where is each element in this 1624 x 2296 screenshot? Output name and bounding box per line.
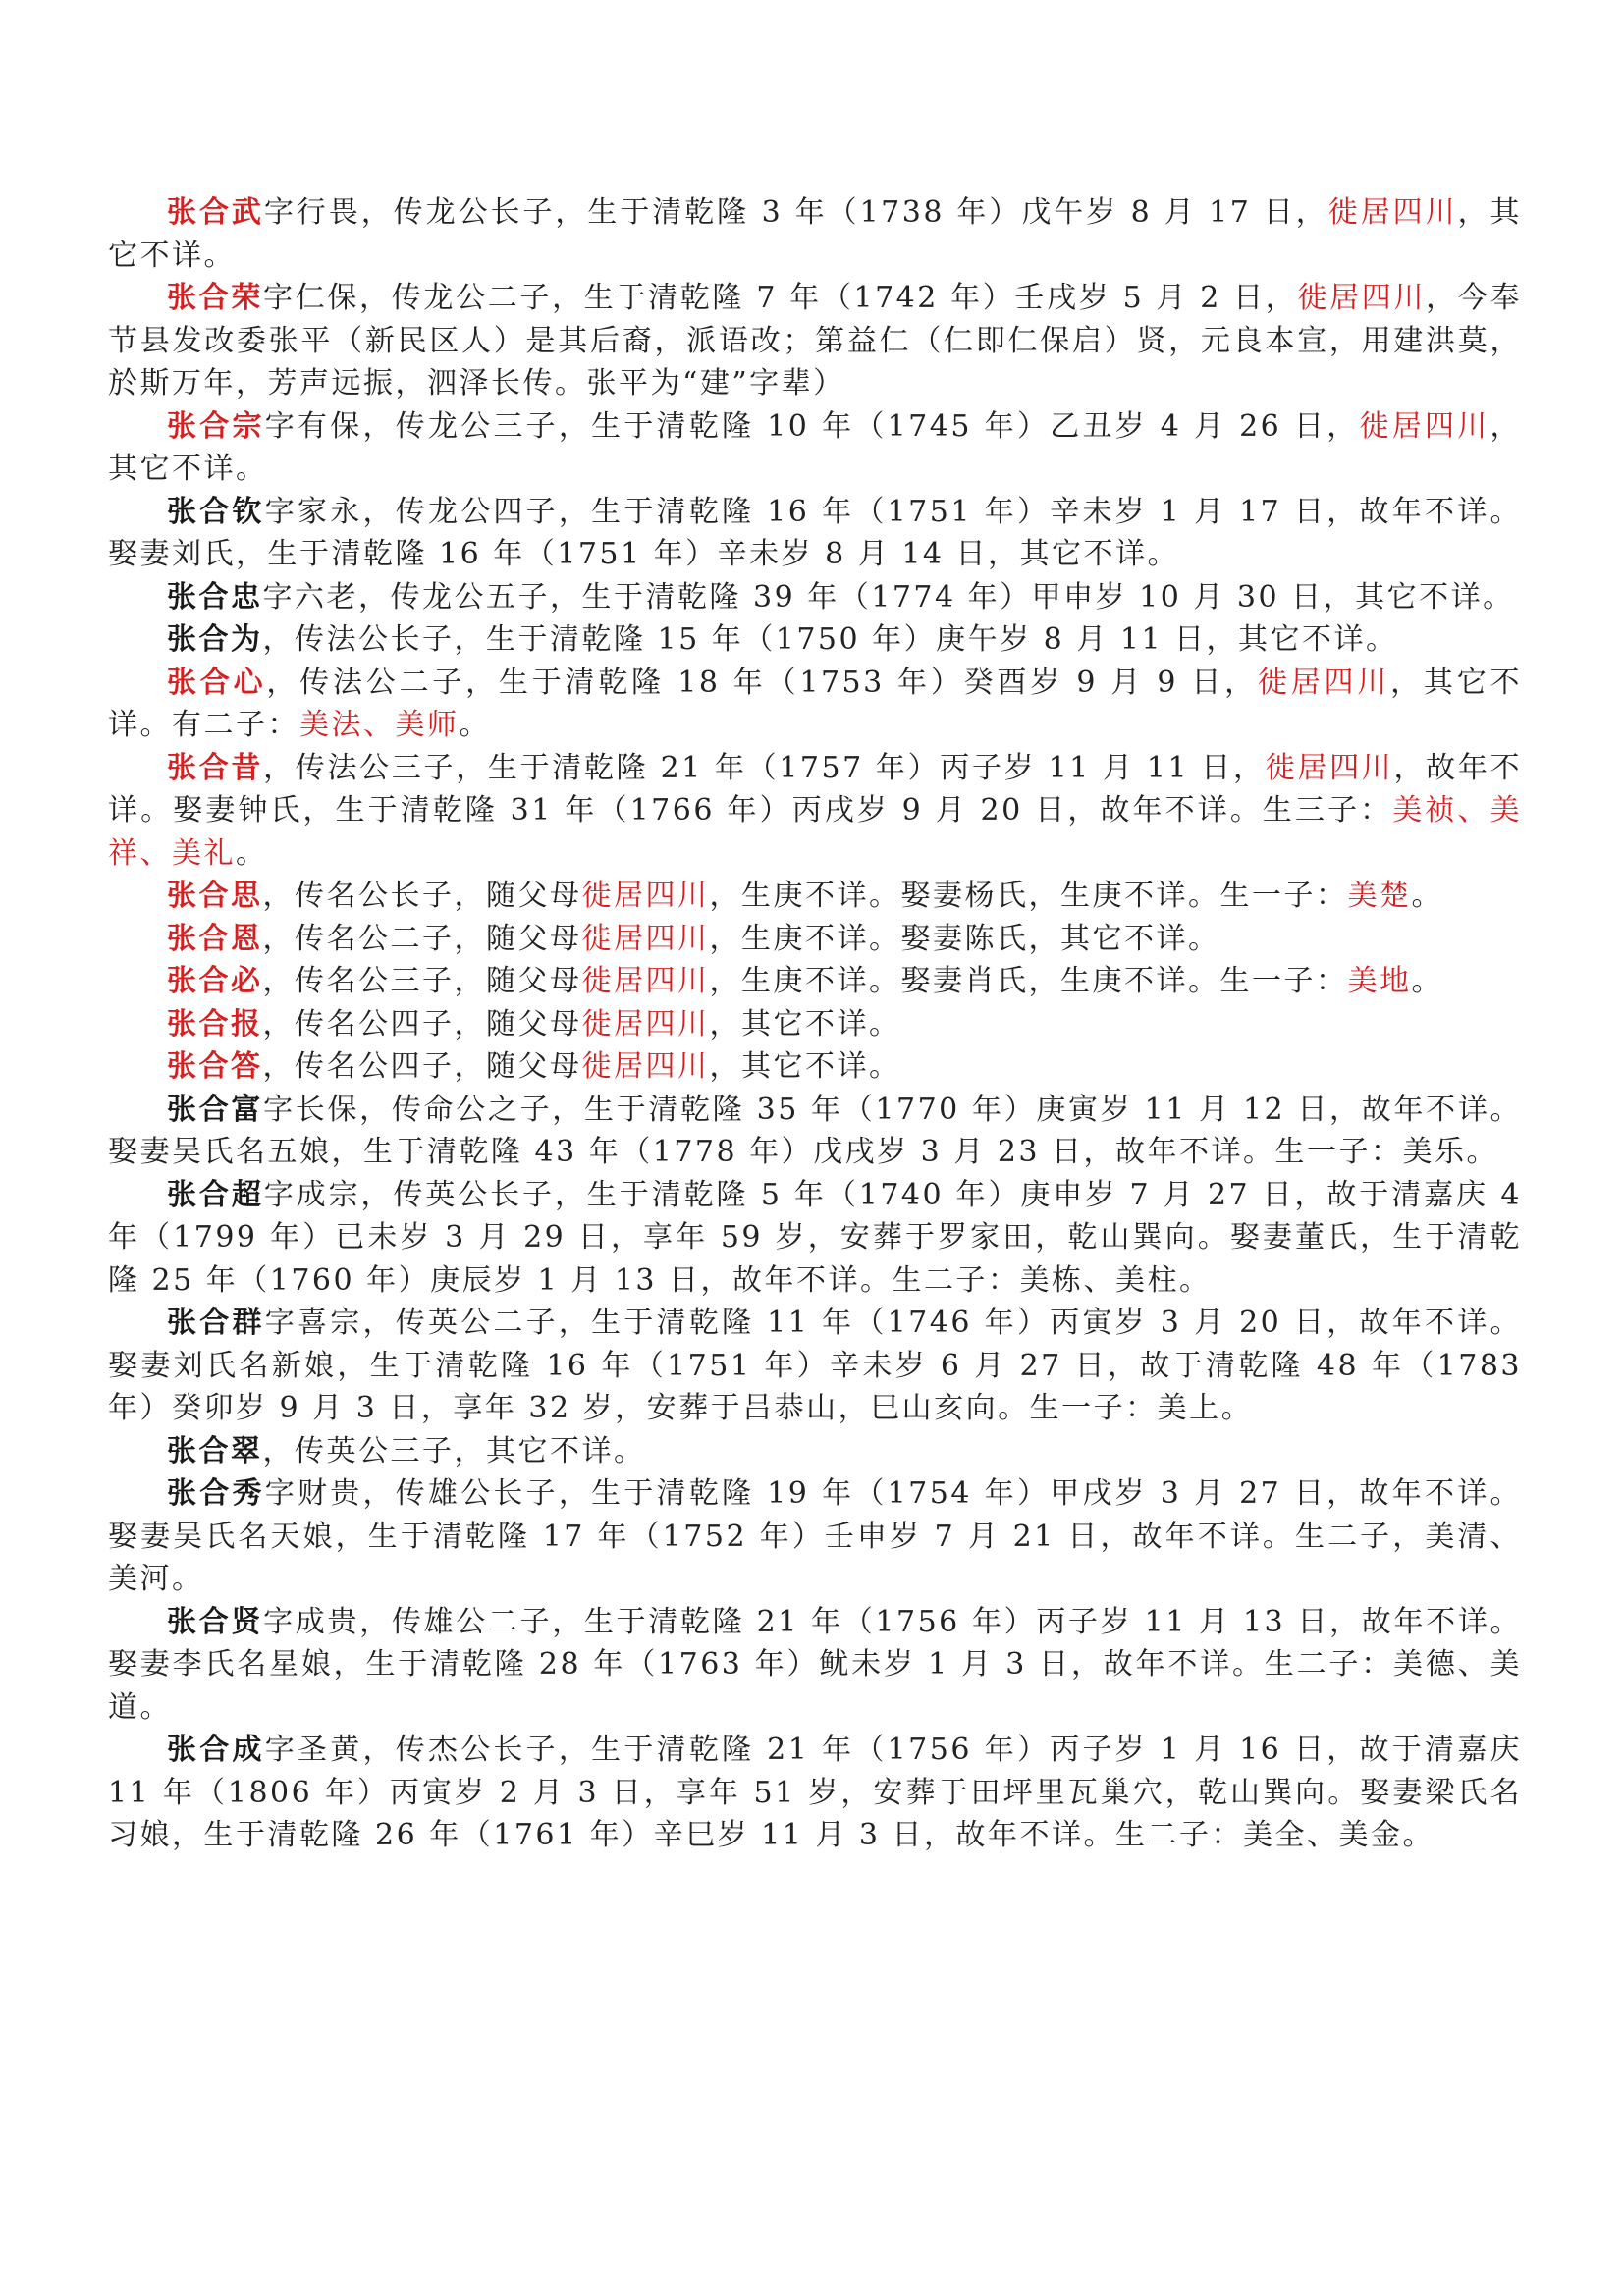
- entry-text: ，传法公长子，生于清乾隆 15 年（1750 年）庚午岁 8 月 11 日，其它不详。: [262, 622, 1398, 657]
- entry-text: 字六老，传龙公五子，生于清乾隆 39 年（1774 年）甲申岁 10 月 30 日，其它不详。: [262, 579, 1515, 614]
- highlighted-text: 徙居四川: [581, 879, 710, 913]
- person-name: 张合答: [167, 1049, 263, 1084]
- entry-text: ，传英公三子，其它不详。: [262, 1433, 646, 1468]
- genealogy-entry: [108, 191, 1522, 277]
- genealogy-entry: [108, 491, 1522, 576]
- person-name: 张合昔: [167, 750, 264, 785]
- highlighted-text: 美地: [1347, 964, 1412, 998]
- highlighted-text: 徙居四川: [1297, 281, 1427, 315]
- highlighted-text: 徙居四川: [581, 1006, 710, 1041]
- person-name: 张合恩: [167, 921, 263, 956]
- entry-text: 字成宗，传英公长子，生于清乾隆 5 年（1740 年）庚申岁 7 月 27 日，故于清嘉庆 4 年（1799 年）已未岁 3 月 29 日，享年 59 岁，安葬于罗家田，乾山巽向。娶妻董氏，生于清乾隆 25 年（1760 年）庚辰岁 1 月 13 日，故年不详。生二子：美栋、美柱。: [108, 1177, 1523, 1298]
- entry-text: ，生庚不详。娶妻陈氏，其它不详。: [709, 921, 1220, 956]
- entry-text: ，传法公三子，生于清乾隆 21 年（1757 年）丙子岁 11 月 11 日，: [263, 750, 1266, 785]
- highlighted-text: 徙居四川: [581, 921, 710, 956]
- genealogy-entry: [108, 662, 1522, 747]
- entry-text: 字仁保，传龙公二子，生于清乾隆 7 年（1742 年）壬戌岁 5 月 2 日，: [263, 281, 1298, 315]
- genealogy-entry: [108, 1302, 1522, 1430]
- highlighted-text: 徙居四川: [581, 964, 710, 998]
- person-name: 张合忠: [167, 579, 263, 614]
- entry-text: 字长保，传命公之子，生于清乾隆 35 年（1770 年）庚寅岁 11 月 12 日，故年不详。娶妻吴氏名五娘，生于清乾隆 43 年（1778 年）戊戌岁 3 月 23 日，故年不详。生一子：美乐。: [108, 1092, 1523, 1169]
- entry-text: 字成贵，传雄公二子，生于清乾隆 21 年（1756 年）丙子岁 11 月 13 日，故年不详。娶妻李氏名星娘，生于清乾隆 28 年（1763 年）鱿未岁 1 月 3 日，故年不详。生二子：美德、美道。: [108, 1604, 1523, 1725]
- genealogy-entry: [108, 1174, 1522, 1303]
- entry-text: ，生庚不详。娶妻杨氏，生庚不详。生一子：: [709, 879, 1348, 913]
- person-name: 张合成: [167, 1733, 265, 1767]
- highlighted-text: 美法、美师: [299, 708, 460, 742]
- genealogy-entry: [108, 1601, 1522, 1730]
- entry-text: ，其它不详。: [108, 195, 1523, 273]
- genealogy-entry: [108, 405, 1522, 491]
- person-name: 张合思: [167, 879, 263, 913]
- highlighted-text: 徙居四川: [1265, 750, 1394, 785]
- person-name: 张合贤: [167, 1604, 264, 1639]
- entry-text: 字家永，传龙公四子，生于清乾隆 16 年（1751 年）辛未岁 1 月 17 日，故年不详。娶妻刘氏，生于清乾隆 16 年（1751 年）辛未岁 8 月 14 日，其它不详。: [108, 494, 1522, 571]
- entry-text: ，其它不详。: [108, 408, 1523, 486]
- entry-text: 。: [1411, 964, 1443, 998]
- genealogy-entry: [108, 1472, 1522, 1601]
- entry-text: ，传名公四子，随父母: [262, 1006, 582, 1041]
- entry-text: ，传名公二子，随父母: [262, 921, 582, 956]
- entry-text: 字行畏，传龙公长子，生于清乾隆 3 年（1738 年）戊午岁 8 月 17 日，: [263, 195, 1328, 230]
- highlighted-text: 徙居四川: [1257, 665, 1391, 700]
- entry-text: ，传名公四子，随父母: [262, 1049, 582, 1084]
- highlighted-text: 美祯、美祥、美礼: [108, 793, 1522, 871]
- genealogy-entry: [108, 1045, 1522, 1089]
- genealogy-entry: [108, 277, 1522, 405]
- entry-text: 。: [1411, 879, 1443, 913]
- entry-text: 。: [236, 835, 268, 871]
- genealogy-entry: [108, 918, 1522, 961]
- entry-text: ，今奉节县发改委张平（新民区人）是其后裔，派语改；第益仁（仁即仁保启）贤，元良本宣，用建洪莫，於斯万年，芳声远振，泗泽长传。张平为“建”字辈）: [108, 281, 1523, 400]
- person-name: 张合翠: [167, 1433, 263, 1468]
- entry-text: 字有保，传龙公三子，生于清乾隆 10 年（1745 年）乙丑岁 4 月 26 日，: [264, 408, 1360, 444]
- highlighted-text: 徙居四川: [1327, 195, 1458, 230]
- entry-text: 字圣黄，传杰公长子，生于清乾隆 21 年（1756 年）丙子岁 1 月 16 日，故于清嘉庆 11 年（1806 年）丙寅岁 2 月 3 日，享年 51 岁，安葬于田坪里瓦巢穴，乾山巽向。娶妻梁氏名习娘，生于清乾隆 26 年（1761 年）辛巳岁 11 月 3 日，故年不详。生二子：美全、美金。: [108, 1733, 1522, 1852]
- genealogy-entry: [108, 875, 1522, 918]
- genealogy-entry: [108, 1003, 1522, 1046]
- genealogy-entry: [108, 1729, 1522, 1857]
- person-name: 张合必: [167, 964, 263, 998]
- person-name: 张合为: [167, 622, 263, 657]
- genealogy-entry: [108, 618, 1522, 662]
- entry-text: ，其它不详。: [709, 1049, 901, 1084]
- document-body: [108, 191, 1522, 1857]
- person-name: 张合心: [167, 665, 267, 700]
- person-name: 张合武: [167, 195, 264, 230]
- genealogy-entry: [108, 576, 1522, 619]
- person-name: 张合群: [167, 1306, 265, 1340]
- person-name: 张合宗: [167, 408, 265, 444]
- highlighted-text: 徙居四川: [581, 1049, 710, 1084]
- entry-text: ，其它不详。有二子：: [108, 665, 1523, 742]
- entry-text: 字喜宗，传英公二子，生于清乾隆 11 年（1746 年）丙寅岁 3 月 20 日，故年不详。娶妻刘氏名新娘，生于清乾隆 16 年（1751 年）辛未岁 6 月 27 日，故于清乾隆 48 年（1783 年）癸卯岁 9 月 3 日，享年 32 岁，安葬于吕恭山，巳山亥向。生一子：美上。: [108, 1306, 1522, 1425]
- genealogy-entry: [108, 747, 1522, 876]
- highlighted-text: 徙居四川: [1359, 408, 1490, 444]
- entry-text: ，传法公二子，生于清乾隆 18 年（1753 年）癸酉岁 9 月 9 日，: [266, 665, 1258, 700]
- person-name: 张合秀: [167, 1476, 265, 1511]
- entry-text: 。: [459, 708, 491, 742]
- entry-text: ，传名公三子，随父母: [262, 964, 582, 998]
- person-name: 张合钦: [167, 494, 265, 529]
- person-name: 张合报: [167, 1006, 263, 1041]
- entry-text: ，生庚不详。娶妻肖氏，生庚不详。生一子：: [709, 964, 1348, 998]
- highlighted-text: 美楚: [1347, 879, 1412, 913]
- person-name: 张合超: [167, 1177, 264, 1212]
- genealogy-entry: [108, 960, 1522, 1003]
- entry-text: ，故年不详。娶妻钟氏，生于清乾隆 31 年（1766 年）丙戌岁 9 月 20 日，故年不详。生三子：: [108, 750, 1523, 828]
- genealogy-entry: [108, 1430, 1522, 1473]
- entry-text: ，传名公长子，随父母: [262, 879, 582, 913]
- person-name: 张合富: [167, 1092, 264, 1127]
- genealogy-entry: [108, 1089, 1522, 1174]
- person-name: 张合荣: [167, 281, 264, 315]
- entry-text: 字财贵，传雄公长子，生于清乾隆 19 年（1754 年）甲戌岁 3 月 27 日，故年不详。娶妻吴氏名天娘，生于清乾隆 17 年（1752 年）壬申岁 7 月 21 日，故年不详。生二子，美清、美河。: [108, 1476, 1522, 1596]
- entry-text: ，其它不详。: [709, 1006, 901, 1041]
